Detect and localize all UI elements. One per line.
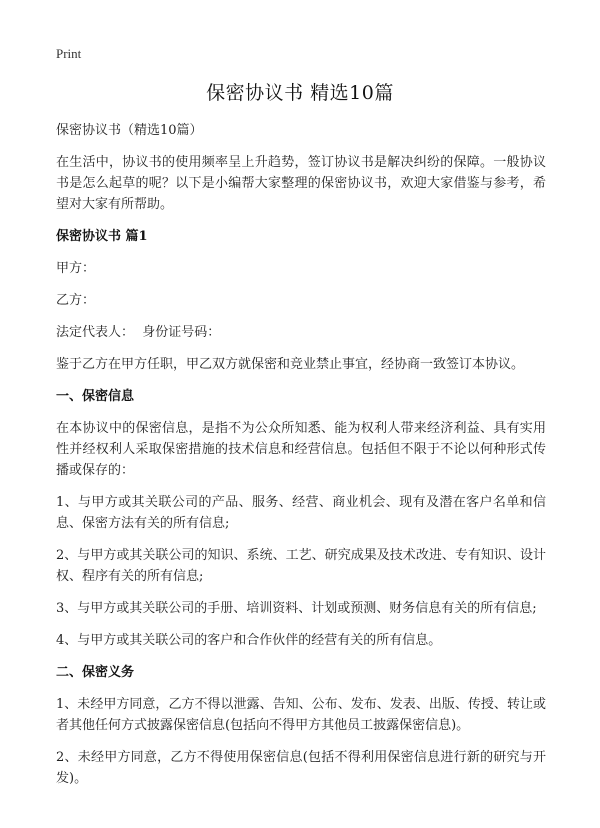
preamble-paragraph: 鉴于乙方在甲方任职，甲乙双方就保密和竞业禁止事宜，经协商一致签订本协议。	[56, 357, 525, 372]
party-b-line: 乙方：	[56, 293, 96, 308]
confidential-info-item: 1、与甲方或其关联公司的产品、服务、经营、商业机会、现有及潜在客户名单和信息、保密方法有关的所有信息;	[56, 495, 546, 531]
confidential-info-item: 2、与甲方或其关联公司的知识、系统、工艺、研究成果及技术改进、专有知识、设计权、程序有关的所有信息;	[56, 548, 546, 584]
section-intro-confidential-info: 在本协议中的保密信息，是指不为公众所知悉、能为权利人带来经济利益、具有实用性并经权利人采取保密措施的技术信息和经营信息。包括但不限于不论以何种形式传播或保存的：	[56, 421, 546, 478]
section-heading-confidential-duty: 二、保密义务	[56, 665, 135, 680]
confidential-info-item: 3、与甲方或其关联公司的手册、培训资料、计划或预测、财务信息有关的所有信息;	[56, 601, 537, 616]
section-heading-confidential-info: 一、保密信息	[56, 389, 135, 404]
article-heading: 保密协议书 篇1	[56, 229, 148, 244]
document-subtitle: 保密协议书（精选10篇）	[56, 123, 203, 138]
intro-paragraph: 在生活中，协议书的使用频率呈上升趋势，签订协议书是解决纠纷的保障。一般协议书是怎么起草的呢？以下是小编帮大家整理的保密协议书，欢迎大家借鉴与参考，希望对大家有所帮助。	[56, 155, 546, 212]
print-label[interactable]: Print	[56, 46, 82, 61]
confidential-info-item: 4、与甲方或其关联公司的客户和合作伙伴的经营有关的所有信息。	[56, 633, 442, 648]
legal-representative-line: 法定代表人： 身份证号码：	[56, 325, 221, 340]
confidential-duty-item: 1、未经甲方同意，乙方不得以泄露、告知、公布、发布、发表、出版、传授、转让或者其他任何方式披露保密信息(包括向不得甲方其他员工披露保密信息)。	[56, 697, 546, 733]
confidential-duty-item: 2、未经甲方同意，乙方不得使用保密信息(包括不得利用保密信息进行新的研究与开发)。	[56, 750, 546, 786]
party-a-line: 甲方：	[56, 261, 96, 276]
document-title: 保密协议书 精选10篇	[206, 82, 394, 104]
document-body	[56, 120, 546, 800]
